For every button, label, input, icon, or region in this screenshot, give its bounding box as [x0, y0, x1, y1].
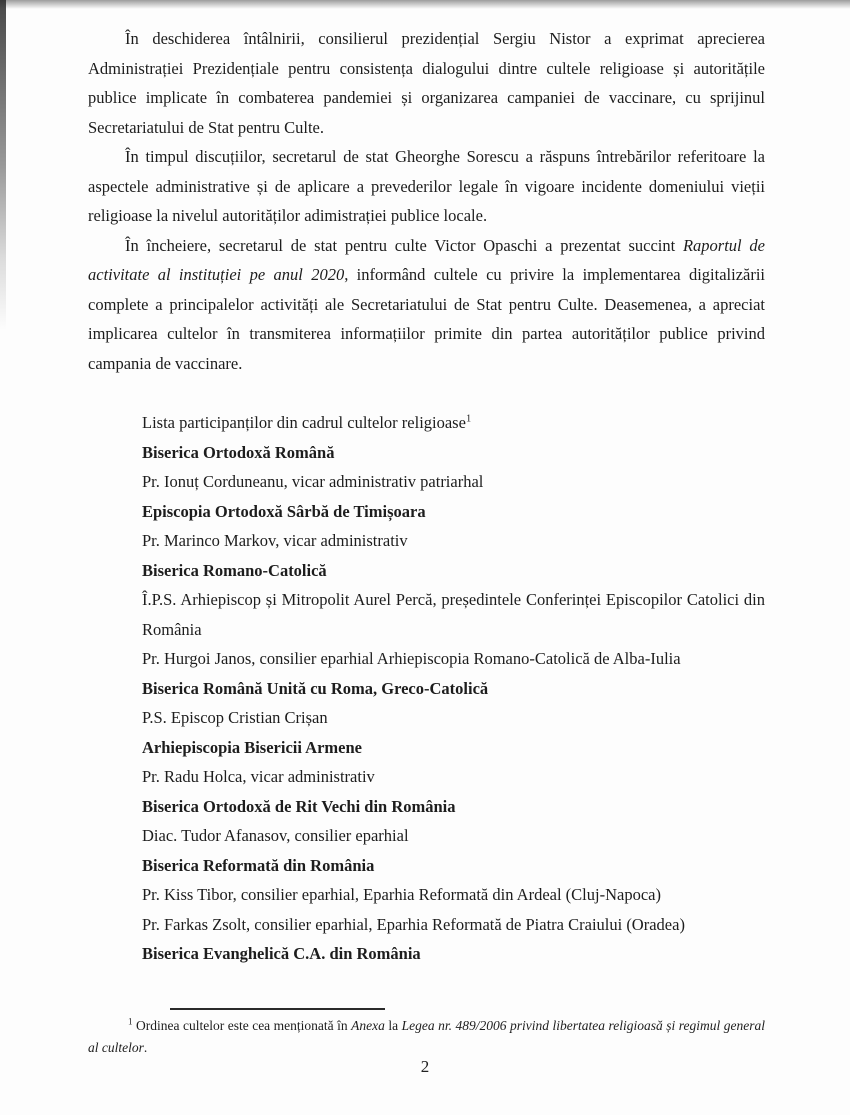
footnote-section	[88, 1008, 765, 1059]
list-item-person: Pr. Marinco Markov, vicar administrativ	[142, 531, 408, 550]
list-item-church: Biserica Ortodoxă Română	[142, 442, 335, 462]
paragraph-closing	[88, 231, 765, 379]
list-item-person: Î.P.S. Arhiepiscop și Mitropolit Aurel Percă, președintele Conferinței Episcopilor Catolici din România	[142, 590, 765, 639]
page-edge-shadow-top	[0, 0, 850, 9]
list-item-church: Biserica Evanghelică C.A. din România	[142, 944, 421, 963]
footnote-anexa-italic: Anexa	[351, 1018, 385, 1033]
list-item-church: Biserica Reformată din România	[142, 855, 375, 875]
footnote-separator-line	[170, 1008, 385, 1010]
paragraph-opening: În deschiderea întâlnirii, consilierul prezidențial Sergiu Nistor a exprimat aprecierea Administrației Prezidențiale pentru consistența dialogului dintre cultele religioase și autoritățile publice implicate în combaterea pandemiei și organizarea campaniei de vaccinare, cu sprijinul Secretariatului de Stat pentru Culte.	[88, 29, 765, 137]
list-item-person: Pr. Hurgoi Janos, consilier eparhial Arhiepiscopia Romano-Catolică de Alba-Iulia	[142, 649, 681, 668]
participants-intro-text: Lista participanților din cadrul cultelor religioase	[142, 413, 466, 432]
footnote-seg-1: Ordinea cultelor este cea menționată în	[136, 1018, 352, 1033]
list-item-person: Pr. Kiss Tibor, consilier eparhial, Eparhia Reformată din Ardeal (Cluj-Napoca)	[142, 885, 661, 904]
paragraph-discussions: În timpul discuțiilor, secretarul de stat Gheorghe Sorescu a răspuns întrebărilor referitoare la aspectele administrative și de aplicare a prevederilor legale în vigoare incidente domeniului vieții religioase la nivelul autorităților adimistrației publice locale.	[88, 147, 765, 225]
participants-list	[88, 408, 765, 969]
footnote-marker: 1	[128, 1016, 133, 1027]
list-item-person: Diac. Tudor Afanasov, consilier eparhial	[142, 826, 409, 845]
participants-list-intro	[142, 408, 765, 438]
list-item-person: Pr. Radu Holca, vicar administrativ	[142, 767, 375, 786]
list-item-person: Pr. Ionuț Corduneanu, vicar administrativ patriarhal	[142, 472, 484, 491]
paragraph-closing-lead: În încheiere, secretarul de stat pentru culte Victor Opaschi a prezentat succint	[125, 235, 683, 255]
footnote-text	[88, 1015, 765, 1059]
report-title-italic: Raportul de activitate al instituției pe anul 2020	[88, 235, 765, 284]
list-item-church: Biserica Romano-Catolică	[142, 560, 327, 580]
list-item-church: Arhiepiscopia Bisericii Armene	[142, 737, 362, 757]
list-item-person: P.S. Episcop Cristian Crișan	[142, 708, 328, 727]
document-content	[88, 24, 765, 969]
footnote-law-title-italic: Legea nr. 489/2006 privind libertatea religioasă și regimul general al cultelor	[88, 1018, 765, 1055]
page-edge-shadow-left	[0, 0, 6, 330]
footnote-reference-mark: 1	[465, 413, 472, 425]
list-item-person: Pr. Farkas Zsolt, consilier eparhial, Eparhia Reformată de Piatra Craiului (Oradea)	[142, 914, 685, 934]
paragraph-closing-tail: , informând cultele cu privire la implementarea digitalizării complete a principalelor activități ale Secretariatului de Stat pentru Culte. Deasemenea, a apreciat implicarea cultelor în transmiterea informațiilor primite din partea autorităților publice privind campania de vaccinare.	[88, 265, 765, 373]
list-item-church: Episcopia Ortodoxă Sârbă de Timișoara	[142, 501, 426, 521]
list-item-church: Biserica Română Unită cu Roma, Greco-Catolică	[142, 678, 489, 698]
footnote-seg-3: .	[143, 1040, 148, 1055]
footnote-seg-2: la	[384, 1018, 402, 1033]
list-item-church: Biserica Ortodoxă de Rit Vechi din România	[142, 796, 456, 816]
page-number: 2	[420, 1057, 430, 1076]
